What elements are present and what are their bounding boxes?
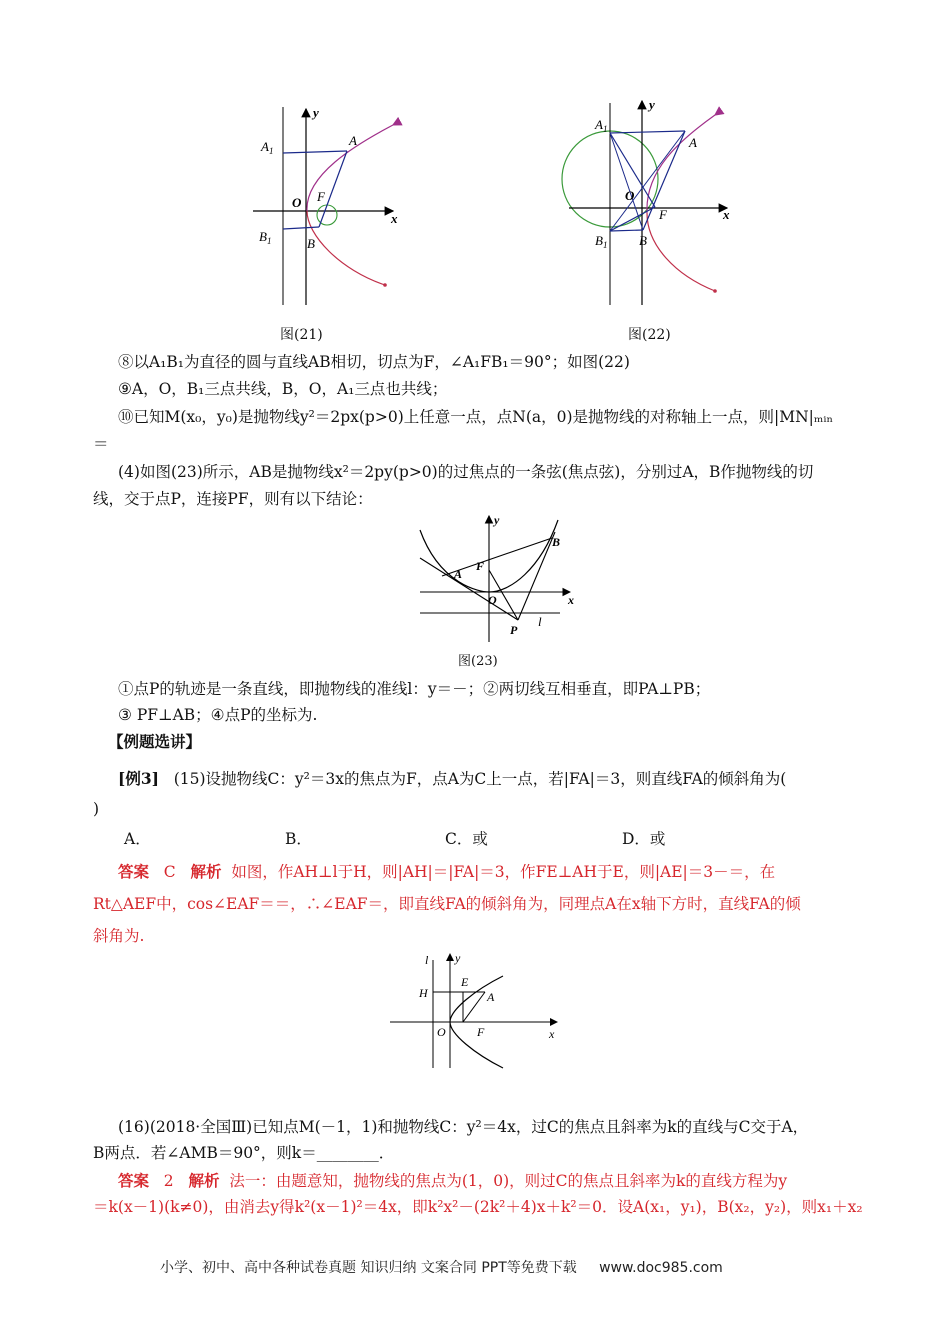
figure-22-caption: 图(22): [628, 327, 671, 343]
answer-3-line1: [118, 861, 888, 883]
label-F: F: [477, 1025, 485, 1039]
label-F: F: [317, 189, 325, 204]
label-E: E: [461, 975, 469, 989]
analysis-label: 解析: [190, 862, 222, 881]
figure-21: [245, 95, 415, 315]
segment-AF: [463, 992, 485, 1022]
label-A1: $A_1$: [261, 139, 274, 156]
label-B: B: [552, 535, 561, 549]
item-9: ⑨A，O，B₁三点共线，B，O，A₁三点也共线；: [118, 380, 448, 398]
small-circle: [317, 205, 337, 225]
answer-3-line3: 斜角为.: [93, 927, 145, 945]
label-B: B: [639, 233, 647, 248]
question-16-line1: (16)(2018·全国Ⅲ)已知点M(－1，1)和抛物线C：y²＝4x，过C的焦点且斜率为k的直线与C交于A，: [118, 1118, 809, 1136]
answer-16-label: 答案: [118, 1171, 150, 1190]
label-x: x: [391, 211, 398, 226]
label-y: y: [494, 513, 500, 527]
label-x: x: [723, 207, 730, 222]
answer-16-line1: [118, 1170, 888, 1192]
segment-A1B: [610, 133, 643, 230]
label-B1: $B_1$: [259, 229, 272, 246]
example-3-question: [118, 768, 888, 790]
label-y: y: [455, 951, 461, 965]
label-A1: $A_1$: [595, 117, 608, 134]
footer-text: 小学、初中、高中各种试卷真题 知识归纳 文案合同 PPT等免费下载: [160, 1260, 577, 1276]
segment-A1A: [283, 151, 347, 153]
analysis-16-text-1: 法一：由题意知，抛物线的焦点为(1，0)，则过C的焦点且斜率为k的直线方程为y: [229, 1172, 788, 1190]
analysis-16-label: 解析: [188, 1171, 220, 1190]
answer-16-value: 2: [163, 1172, 174, 1190]
option-D: D．或: [622, 830, 666, 848]
label-B: B: [307, 236, 315, 251]
question-16-line2: B两点．若∠AMB＝90°，则k＝________．: [93, 1144, 395, 1162]
page-footer: [160, 1257, 723, 1277]
answer-value: C: [163, 863, 176, 881]
example-3-label: [例3]: [118, 769, 159, 788]
figure-22-svg: [555, 95, 745, 305]
figure-22: [555, 95, 745, 305]
label-F: F: [476, 559, 485, 573]
option-C: C．或: [445, 830, 488, 848]
answer-3-line2: Rt△AEF中，cos∠EAF＝＝，∴∠EAF＝，即直线FA的倾斜角为，同理点A在x轴下方时，直线FA的倾: [93, 895, 801, 913]
figure-23: [410, 510, 580, 645]
answer-label: 答案: [118, 862, 150, 881]
label-H: H: [419, 986, 428, 1000]
figure-21-svg: [245, 95, 415, 315]
option-A: A．: [124, 830, 151, 848]
analysis-text-1: 如图，作AH⊥l于H，则|AH|＝|FA|＝3，作FE⊥AH于E，则|AE|＝3－＝，在: [231, 863, 776, 881]
label-A: A: [349, 133, 357, 148]
label-A: A: [689, 135, 697, 150]
item-8: ⑧以A₁B₁为直径的圆与直线AB相切，切点为F，∠A₁FB₁＝90°；如图(22): [118, 353, 630, 371]
label-B1: $B_1$: [595, 233, 608, 250]
conclusion-2: ③ PF⊥AB；④点P的坐标为.: [118, 706, 318, 724]
parabola-upper: [647, 115, 715, 213]
label-y: y: [649, 97, 655, 112]
curve-end-dot: [383, 283, 387, 287]
example-3-text: (15)设抛物线C：y²＝3x的焦点为F，点A为C上一点，若|FA|＝3，则直线FA的倾斜角为(: [173, 770, 787, 788]
option-B: B．: [285, 830, 312, 848]
label-O: O: [488, 593, 497, 607]
label-A: A: [454, 567, 463, 581]
item-10-cont: ＝: [93, 435, 109, 453]
figure-example-3-svg: [385, 950, 565, 1070]
figure-23-caption: 图(23): [458, 654, 498, 669]
example-3-question-cont: ): [93, 800, 100, 818]
parabola-lower: [307, 211, 385, 285]
item-10: ⑩已知M(x₀，y₀)是抛物线y²＝2px(p>0)上任意一点，点N(a，0)是抛物线的对称轴上一点，则|MN|ₘᵢₙ: [118, 408, 834, 426]
parabola-lower: [647, 213, 715, 291]
segment-B1B: [610, 230, 643, 231]
curve-end-dot: [713, 289, 717, 293]
label-l: l: [538, 614, 542, 629]
answer-16-line2: ＝k(x－1)(k≠0)，由消去y得k²(x－1)²＝4x，即k²x²－(2k²＋4)x＋k²＝0．设A(x₁，y₁)，B(x₂，y₂)，则x₁＋x₂: [93, 1198, 863, 1216]
section-title: 【例题选讲】: [108, 732, 202, 751]
label-x: x: [568, 593, 574, 607]
label-x: x: [549, 1027, 555, 1041]
para-4-line1: (4)如图(23)所示，AB是抛物线x²＝2py(p>0)的过焦点的一条弦(焦点弦)，分别过A，B作抛物线的切: [118, 463, 814, 481]
label-A: A: [487, 990, 495, 1004]
label-O: O: [292, 195, 302, 210]
label-F: F: [659, 207, 667, 222]
para-4-line2: 线，交于点P，连接PF，则有以下结论：: [93, 490, 373, 508]
figure-example-3: [385, 950, 565, 1070]
label-O: O: [437, 1025, 446, 1039]
conclusion-1: ①点P的轨迹是一条直线，即抛物线的准线l：y＝－；②两切线互相垂直，即PA⊥PB；: [118, 680, 711, 698]
figure-21-caption: 图(21): [280, 327, 323, 343]
label-l: l: [425, 953, 429, 967]
figure-23-svg: [410, 510, 580, 645]
label-P: P: [510, 623, 518, 637]
label-y: y: [313, 105, 319, 120]
footer-site[interactable]: www.doc985.com: [599, 1260, 723, 1276]
label-O: O: [625, 188, 635, 203]
segment-B1B: [283, 227, 319, 229]
